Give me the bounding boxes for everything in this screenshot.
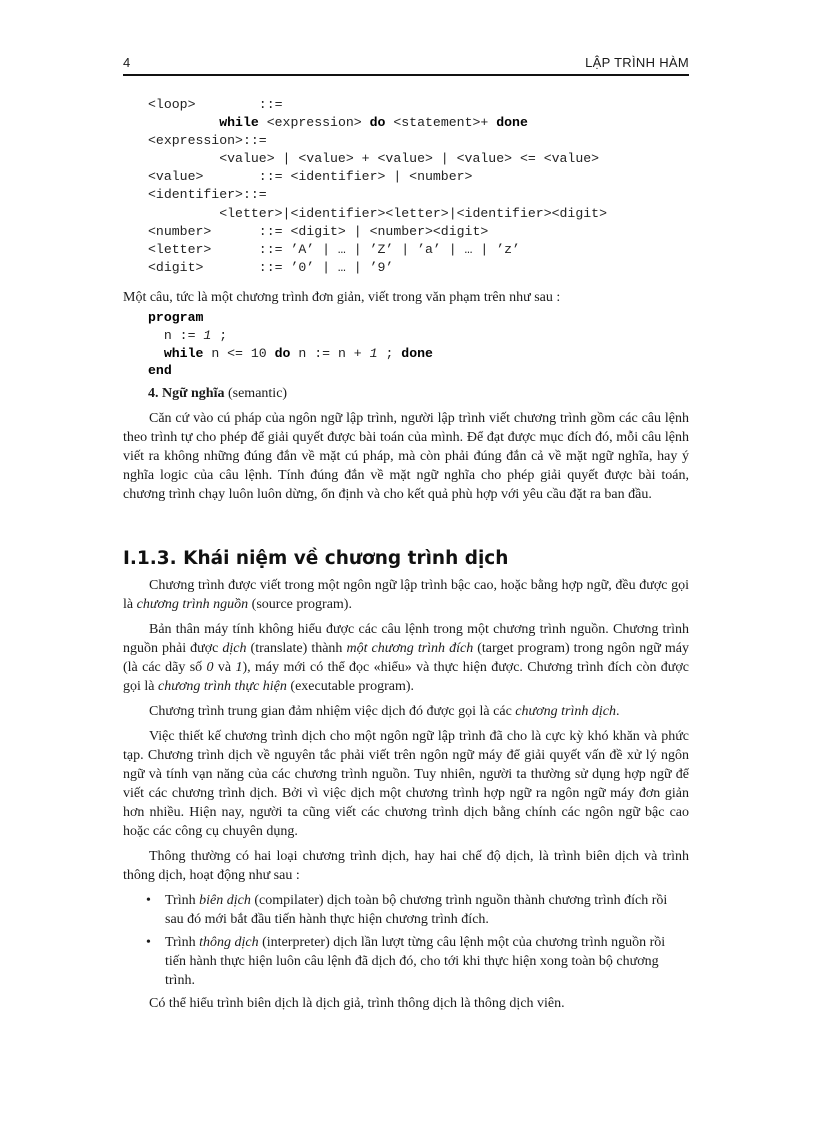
section-body bbox=[123, 576, 689, 1013]
text-run: Có thể hiểu trình biên dịch là dịch giả, trình thông dịch là thông dịch viên. bbox=[149, 996, 565, 1011]
text-run: (translate) thành bbox=[246, 641, 347, 656]
grammar-rule-line bbox=[148, 241, 607, 259]
text-run: <letter> ::= ’A’ | … | ’Z’ | ’a’ | … | ’z’ bbox=[148, 241, 520, 257]
semantic-heading-bold: 4. Ngữ nghĩa bbox=[148, 386, 225, 401]
grammar-block bbox=[148, 96, 607, 277]
page-header bbox=[123, 52, 689, 76]
text-run: <value> ::= <identifier> | <number> bbox=[148, 169, 473, 185]
running-title: LẬP TRÌNH HÀM bbox=[585, 55, 689, 70]
text-run: . bbox=[615, 704, 620, 719]
text-run: Việc thiết kế chương trình dịch cho một ngôn ngữ lập trình đã cho là cực kỳ khó khăn và phức tạp. Chương trình dịch về nguyên tắc phải viết trên ngôn ngữ máy để giải quyết vấn đề xử lý ngôn ngữ và tính vạn năng của các chương trình nguồn. Tuy nhiên, người ta thường sử dụng hợp ngữ để viết các chương trình dịch. Bởi vì việc dịch một chương trình hợp ngữ ra ngôn ngữ máy đơn giản hơn nhiều. Hiện nay, người ta cũng viết các chương trình dịch bằng chính các ngôn ngữ bậc cao hoặc các công cụ chuyên dụng. bbox=[123, 729, 689, 839]
italic-term: một chương trình đích bbox=[346, 641, 474, 656]
italic-term: chương trình thực hiện bbox=[158, 679, 287, 694]
grammar-rule-line bbox=[148, 168, 607, 186]
text-run: Trình bbox=[165, 893, 200, 908]
keyword: while bbox=[219, 115, 259, 131]
text-run: <identifier>::= bbox=[148, 187, 267, 203]
bullet-icon: • bbox=[146, 935, 151, 950]
text-run: (target program) trong ngôn ngữ máy (là các dãy số bbox=[123, 641, 689, 675]
section-paragraph-2 bbox=[123, 620, 689, 696]
grammar-rule-line bbox=[148, 114, 607, 132]
text-run: (compilater) dịch toàn bộ chương trình nguồn thành chương trình đích rồi sau đó mới bắt đầu tiến hành thực hiện chương trình đích. bbox=[165, 893, 668, 927]
keyword: do bbox=[274, 345, 291, 361]
text-run: <digit> ::= ’0’ | … | ’9’ bbox=[148, 259, 394, 275]
text-run: ), máy mới có thể đọc «hiểu» và thực hiện được. Chương trình đích còn được gọi là bbox=[123, 660, 690, 694]
italic-term: chương trình nguồn bbox=[136, 597, 249, 612]
italic-term: 1 bbox=[369, 345, 378, 361]
grammar-rule-line bbox=[148, 223, 607, 241]
compiler-types-list bbox=[123, 891, 689, 990]
text-run: (interpreter) dịch lần lượt từng câu lệnh một của chương trình nguồn rồi tiến hành thực hiện luôn câu lệnh đã dịch đó, cho tới khi thực hiện xong toàn bộ chương trình. bbox=[165, 935, 666, 988]
section-paragraph-5 bbox=[123, 847, 689, 885]
grammar-rule-line bbox=[148, 186, 607, 204]
text-run: <letter>|<identifier><letter>|<identifier><digit> bbox=[148, 205, 607, 221]
text-run: <statement>+ bbox=[385, 115, 497, 131]
text-run: n := bbox=[148, 327, 204, 343]
text-run bbox=[148, 115, 219, 130]
list-item bbox=[123, 933, 689, 990]
italic-term: 0 bbox=[206, 660, 214, 675]
text-run: n <= 10 bbox=[203, 345, 275, 361]
section-paragraph-3 bbox=[123, 702, 689, 721]
intro-sentence: Một câu, tức là một chương trình đơn giản, viết trong văn phạm trên như sau : bbox=[123, 290, 561, 305]
grammar-rule-line bbox=[148, 205, 607, 223]
italic-term: 1 bbox=[235, 660, 243, 675]
text-run: và bbox=[213, 660, 236, 675]
text-run: Trình bbox=[165, 935, 200, 950]
text-run: ; bbox=[211, 327, 228, 343]
keyword: do bbox=[369, 115, 386, 131]
text-run: <value> | <value> + <value> | <value> <= <value> bbox=[148, 151, 600, 167]
italic-term: biên dịch bbox=[199, 893, 251, 908]
grammar-rule-line bbox=[148, 132, 607, 150]
keyword: done bbox=[401, 345, 433, 361]
text-run: <expression> bbox=[258, 115, 370, 131]
keyword: program bbox=[148, 310, 204, 325]
text-run: (executable program). bbox=[286, 679, 415, 694]
text-run bbox=[148, 346, 164, 361]
section-paragraph-4 bbox=[123, 727, 689, 841]
italic-term: 1 bbox=[203, 327, 212, 343]
text-run: <expression>::= bbox=[148, 133, 267, 149]
semantic-paragraph-block bbox=[123, 409, 689, 504]
grammar-rule-line bbox=[148, 96, 607, 114]
text-run: (source program). bbox=[248, 597, 352, 612]
list-item bbox=[123, 891, 689, 929]
semantic-heading bbox=[148, 386, 287, 402]
text-run: <loop> ::= bbox=[148, 97, 283, 112]
text-run: Chương trình được viết trong một ngôn ngữ lập trình bậc cao, hoặc bằng hợp ngữ, đều được gọi là bbox=[123, 578, 689, 612]
italic-term: thông dịch bbox=[199, 935, 259, 950]
text-run: Chương trình trung gian đảm nhiệm việc dịch đó được gọi là các bbox=[149, 704, 516, 719]
section-paragraph-6 bbox=[123, 994, 689, 1013]
text-run: <number> ::= <digit> | <number><digit> bbox=[148, 223, 489, 239]
program-line bbox=[148, 345, 433, 363]
section-paragraph-1 bbox=[123, 576, 689, 614]
program-example bbox=[148, 309, 433, 380]
text-run: n := n + bbox=[290, 345, 370, 361]
program-line bbox=[148, 362, 433, 380]
text-run: Bản thân máy tính không hiểu được các câu lệnh trong một chương trình nguồn. Chương trình nguồn phải được bbox=[123, 622, 689, 656]
semantic-paragraph: Căn cứ vào cú pháp của ngôn ngữ lập trình, người lập trình viết chương trình gồm các câu lệnh theo trình tự cho phép để giải quyết được bài toán của mình. Để đạt được mục đích đó, mỗi câu lệnh viết ra không những đúng đắn về mặt cú pháp, mà còn phải đúng đắn cả về mặt ngữ nghĩa, hay ý nghĩa logic của câu lệnh. Tính đúng đắn về mặt ngữ nghĩa cho phép giải quyết được bài toán, chương trình chạy luôn luôn dừng, ổn định và cho kết quả phù hợp với yêu cầu đặt ra ban đầu. bbox=[123, 411, 689, 502]
intro-sentence-block bbox=[123, 288, 689, 307]
semantic-heading-rest: (semantic) bbox=[224, 386, 288, 401]
keyword: end bbox=[148, 363, 172, 379]
text-run: ; bbox=[377, 345, 402, 361]
keyword: done bbox=[496, 115, 528, 131]
bullet-icon: • bbox=[146, 893, 151, 908]
text-run: Thông thường có hai loại chương trình dịch, hay hai chế độ dịch, là trình biên dịch và trình thông dịch, hoạt động như sau : bbox=[123, 849, 689, 883]
keyword: while bbox=[163, 345, 204, 361]
italic-term: chương trình dịch bbox=[515, 704, 616, 719]
program-line bbox=[148, 327, 433, 345]
program-line bbox=[148, 309, 433, 327]
italic-term: dịch bbox=[222, 641, 247, 656]
page-number: 4 bbox=[123, 55, 131, 70]
grammar-rule-line bbox=[148, 150, 607, 168]
grammar-rule-line bbox=[148, 259, 607, 277]
section-heading: I.1.3. Khái niệm về chương trình dịch bbox=[123, 548, 509, 569]
